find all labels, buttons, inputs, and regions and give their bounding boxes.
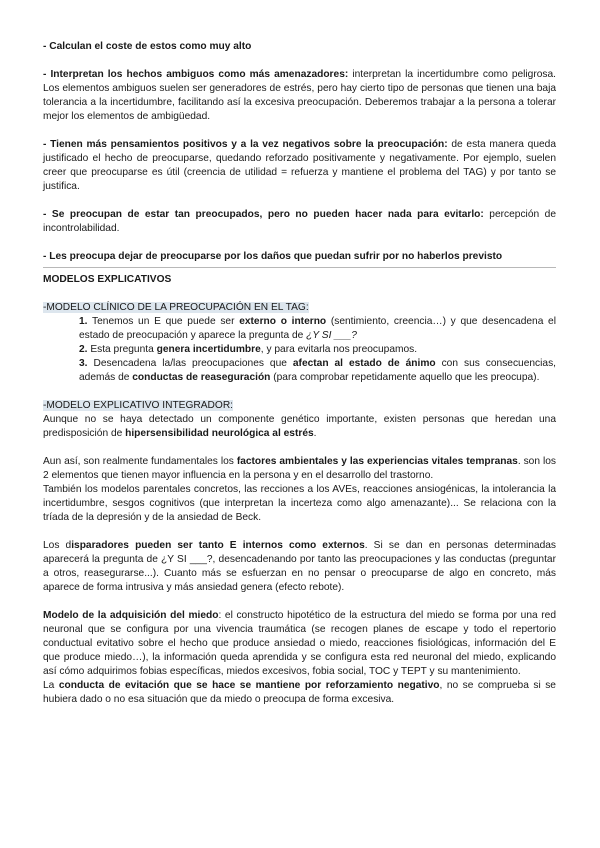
bullet-positive-negative-text: de esta manera queda justificado el hecho de preocuparse, quedando reforzado positivamente y negativamente. Por ejemplo, suelen creer que preocuparse es útil (creencia de utilidad = refuerza y mantiene el problema del TAG) y por tanto se justifica. bbox=[43, 139, 556, 192]
para-bold: Modelo de la adquisición del miedo bbox=[43, 610, 219, 621]
integrative-p2 bbox=[43, 455, 556, 483]
step-number: 1. bbox=[79, 316, 88, 327]
para-bold: factores ambientales y las experiencias vitales tempranas bbox=[236, 456, 518, 467]
integrative-model-heading bbox=[43, 399, 556, 413]
clinical-step-1 bbox=[43, 315, 556, 343]
integrative-p1 bbox=[43, 413, 556, 441]
integrative-p5 bbox=[43, 609, 556, 679]
bullet-ambiguous bbox=[43, 68, 556, 124]
bullet-stop-worrying-text: - Les preocupa dejar de preocuparse por los daños que puedan sufrir por no haberlos previsto bbox=[43, 251, 503, 262]
para-text: . Si se dan en personas determinadas aparecerá la pregunta de ¿Y SI ___?, desencadenando por tanto las preocupaciones y las conductas (preguntar a otros, reasegurarse...). Cuanto más se esfuerzan en no pensar o preocuparse de algo en concreto, más aparece de forma intrusiva y más ansiedad genera (efecto rebote). bbox=[43, 540, 556, 593]
para-text: . son los 2 elementos que tienen mayor influencia en la persona y en el desarrollo del trastorno. bbox=[43, 456, 556, 481]
step-bold: afectan al estado de ánimo bbox=[292, 358, 436, 369]
step-text: (sentimiento, creencia…) y que desencadena el estado de preocupación y aparece la pregunta de bbox=[79, 316, 556, 341]
step-bold: conductas de reaseguración bbox=[132, 372, 271, 383]
integrative-model-heading-text: -MODELO EXPLICATIVO INTEGRADOR: bbox=[43, 400, 234, 411]
step-text: Esta pregunta bbox=[87, 344, 157, 355]
bullet-ambiguous-heading: - Interpretan los hechos ambiguos como más amenazadores: bbox=[43, 69, 349, 80]
step-text: con sus consecuencias, además de bbox=[79, 358, 557, 383]
bullet-positive-negative bbox=[43, 138, 556, 194]
bullet-worry-heading: - Se preocupan de estar tan preocupados, pero no pueden hacer nada para evitarlo: bbox=[43, 209, 484, 220]
bullet-positive-negative-heading: - Tienen más pensamientos positivos y a la vez negativos sobre la preocupación: bbox=[43, 139, 448, 150]
step-italic: ¿Y SI ___? bbox=[306, 330, 357, 341]
clinical-model-heading bbox=[43, 301, 556, 315]
clinical-step-3 bbox=[43, 357, 556, 385]
step-text: Desencadena la/las preocupaciones que bbox=[87, 358, 293, 369]
step-text: (para comprobar repetidamente aquello que les preocupa). bbox=[270, 372, 540, 383]
step-bold: externo o interno bbox=[239, 316, 327, 327]
bullet-worry-about-worry bbox=[43, 208, 556, 236]
para-bold: conducta de evitación que se hace se mantiene por reforzamiento negativo bbox=[58, 680, 440, 691]
bullet-stop-worrying bbox=[43, 250, 556, 264]
para-text: : el constructo hipotético de la estructura del miedo se forma por una red neuronal que se configura por una vivencia traumática (se recogen planes de escape y todo el repertorio conductual evitativo sobre el hecho que produce ansiedad o miedo, reacciones fisiológicas, información del E que produce miedo…), la información queda aprendida y se configura esta red neuronal del miedo, explicando así cómo adquirimos fobias específicas, miedos excesivos, fobia social, TOC y TEPT y su mantenimiento. bbox=[43, 610, 556, 677]
para-bold: hipersensibilidad neurológica al estrés bbox=[125, 428, 314, 439]
para-text: La bbox=[43, 680, 59, 691]
integrative-p4 bbox=[43, 539, 556, 595]
integrative-p6 bbox=[43, 679, 556, 707]
para-text: Aunque no se haya detectado un componente genético importante, existen personas que heredan una predisposición de bbox=[43, 414, 556, 439]
para-text: Aun así, son realmente fundamentales los bbox=[43, 456, 237, 467]
step-text: , y para evitarla nos preocupamos. bbox=[260, 344, 418, 355]
document-page bbox=[43, 40, 556, 707]
clinical-model-heading-text: -MODELO CLÍNICO DE LA PREOCUPACIÓN EN EL TAG: bbox=[43, 302, 309, 313]
step-number: 2. bbox=[79, 344, 88, 355]
step-bold: genera incertidumbre bbox=[156, 344, 261, 355]
step-number: 3. bbox=[79, 358, 88, 369]
para-bold: isparadores pueden ser tanto E internos como externos bbox=[71, 540, 365, 551]
bullet-cost bbox=[43, 40, 556, 54]
bullet-worry-text: percepción de incontrolabilidad. bbox=[43, 209, 556, 234]
integrative-p3: También los modelos parentales concretos, las recciones a los AVEs, reacciones ansiogénicas, la intolerancia la incertidumbre, sesgos cognitivos (que interpretan la incerteza como algo amenazante)... Se relaciona con la tríada de la depresión y de la ansiedad de Beck. bbox=[43, 484, 556, 523]
bullet-cost-text: - Calculan el coste de estos como muy alto bbox=[43, 41, 252, 52]
para-text: , no se comprueba si se hubiera dado o no esa situación que da miedo o preocupa de forma excesiva. bbox=[43, 680, 556, 705]
bullet-ambiguous-text: interpretan la incertidumbre como peligrosa. Los elementos ambiguos suelen ser generadores de estrés, pero hay cierto tipo de personas que tienen una baja tolerancia a la incertidumbre, facilitando así la excesiva preocupación. Deberemos trabajar a la persona a tolerar mejor los elementos de ambigüedad. bbox=[43, 69, 556, 122]
section-divider bbox=[43, 267, 556, 268]
clinical-step-2 bbox=[43, 343, 556, 357]
para-text: . bbox=[313, 428, 317, 439]
para-text: Los d bbox=[43, 540, 72, 551]
models-title: MODELOS EXPLICATIVOS bbox=[43, 274, 172, 285]
step-text: Tenemos un E que puede ser bbox=[87, 316, 240, 327]
